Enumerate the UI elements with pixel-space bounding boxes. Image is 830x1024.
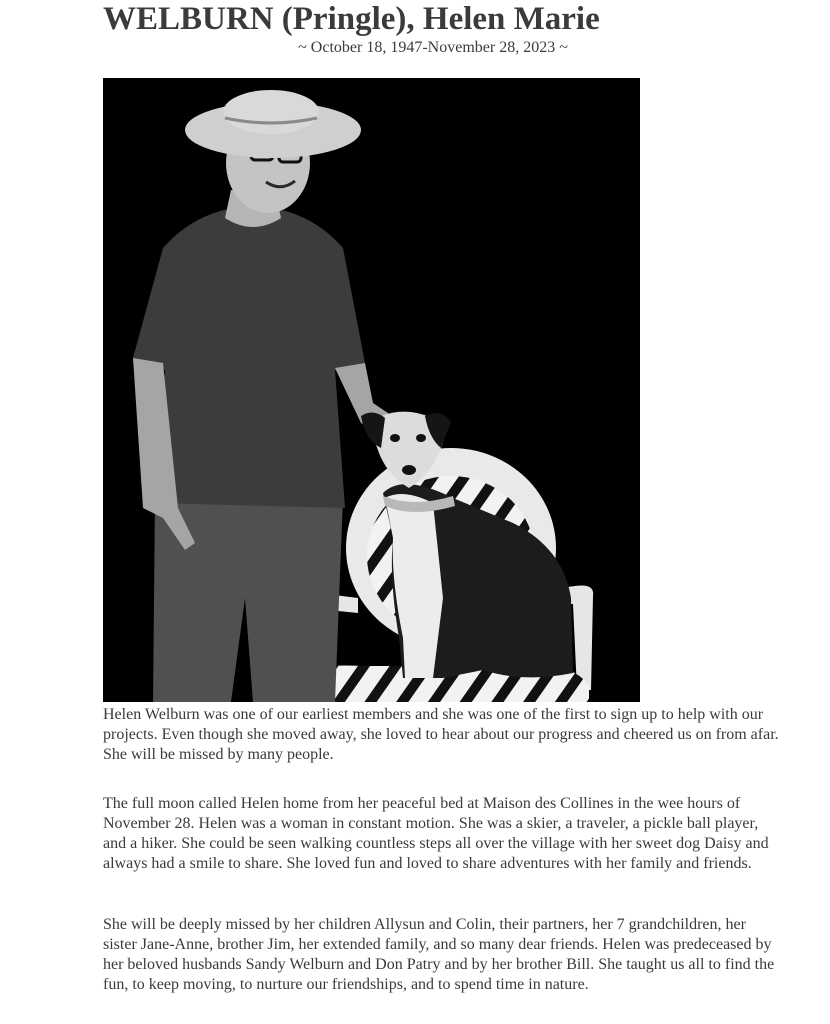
member-tribute-paragraph: Helen Welburn was one of our earliest members and she was one of the first to sign up to help with our projects. Even though she moved away, she loved to hear about our progress and cheered us on from afar. She will be missed by many people.	[103, 706, 779, 763]
life-dates: ~ October 18, 1947-November 28, 2023 ~	[298, 39, 568, 56]
obituary-title: WELBURN (Pringle), Helen Marie	[103, 1, 600, 37]
portrait-photo	[103, 78, 640, 702]
portrait-photo-illustration	[103, 78, 640, 702]
family-paragraph: She will be deeply missed by her children Allysun and Colin, their partners, her 7 grandchildren, her sister Jane-Anne, brother Jim, her extended family, and so many dear friends. Helen was predeceased by her beloved husbands Sandy Welburn and Don Patry and by her brother Bill. She taught us all to find the fun, to keep moving, to nurture our friendships, and to spend time in nature.	[103, 916, 775, 993]
life-story-paragraph: The full moon called Helen home from her peaceful bed at Maison des Collines in the wee hours of November 28. Helen was a woman in constant motion. She was a skier, a traveler, a pickle ball player, and a hiker. She could be seen walking countless steps all over the village with her sweet dog Daisy and always had a smile to share. She loved fun and loved to share adventures with her family and friends.	[103, 795, 769, 872]
